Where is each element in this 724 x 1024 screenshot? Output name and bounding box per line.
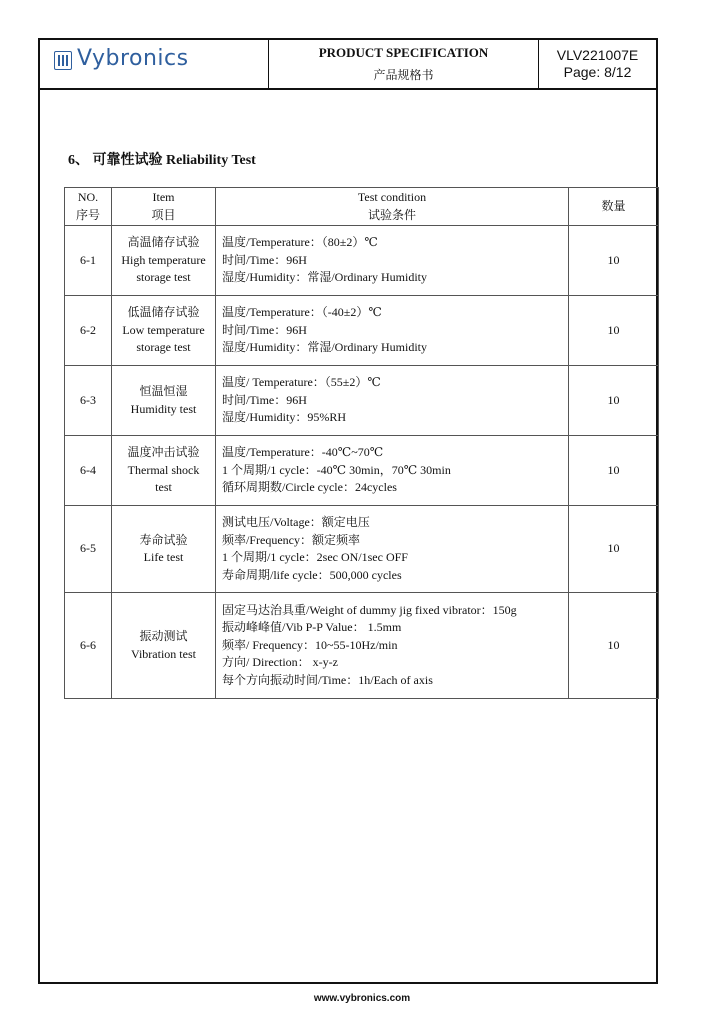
condition-line: 测试电压/Voltage：额定电压 bbox=[222, 515, 370, 529]
row-quantity: 10 bbox=[569, 436, 659, 506]
condition-line: 湿度/Humidity：95%RH bbox=[222, 410, 347, 425]
condition-line: 方向/ Direction： x-y-z bbox=[222, 655, 338, 670]
footer-website: www.vybronics.com bbox=[313, 993, 411, 1004]
row-no: 6-5 bbox=[65, 506, 112, 593]
vybronics-logo-icon bbox=[54, 51, 72, 70]
item-line: 温度冲击试验 bbox=[127, 445, 200, 460]
condition-line: 温度/Temperature：（-40±2）℃ bbox=[222, 305, 382, 320]
row-no: 6-6 bbox=[65, 593, 112, 699]
row-no: 6-3 bbox=[65, 366, 112, 436]
row-item bbox=[112, 593, 216, 699]
row-conditions bbox=[216, 436, 569, 506]
item-line: storage test bbox=[136, 340, 191, 355]
row-conditions bbox=[216, 506, 569, 593]
header-no-en: NO. bbox=[77, 190, 99, 204]
condition-line: 频率/Frequency：额定频率 bbox=[222, 532, 360, 547]
condition-line: 时间/Time：96H bbox=[222, 322, 307, 337]
doc-info-cell bbox=[539, 40, 656, 88]
item-line: Vibration test bbox=[131, 646, 196, 661]
item-line: Life test bbox=[143, 550, 184, 564]
row-item bbox=[112, 436, 216, 506]
row-conditions bbox=[216, 296, 569, 366]
condition-line: 时间/Time：96H bbox=[222, 392, 307, 407]
row-quantity: 10 bbox=[569, 296, 659, 366]
item-line: 寿命试验 bbox=[139, 532, 188, 547]
item-line: High temperature bbox=[121, 252, 206, 267]
condition-line: 1 个周期/1 cycle：2sec ON/1sec OFF bbox=[222, 550, 408, 564]
spec-title-en: PRODUCT SPECIFICATION bbox=[318, 45, 489, 60]
item-line: 振动测试 bbox=[139, 629, 188, 643]
condition-line: 温度/ Temperature：（55±2）℃ bbox=[222, 375, 381, 390]
section-title: 6、 可靠性试验 Reliability Test bbox=[68, 153, 256, 168]
header-condition-en: Test condition bbox=[357, 190, 427, 204]
row-quantity: 10 bbox=[569, 506, 659, 593]
row-quantity: 10 bbox=[569, 366, 659, 436]
row-item bbox=[112, 296, 216, 366]
condition-line: 时间/Time：96H bbox=[222, 252, 307, 267]
item-line: Low temperature bbox=[122, 322, 205, 337]
condition-line: 固定马达治具重/Weight of dummy jig fixed vibrator：150g bbox=[222, 602, 517, 617]
spec-title-cn: 产品规格书 bbox=[373, 68, 434, 82]
header-quantity: 数量 bbox=[569, 188, 659, 226]
item-line: test bbox=[155, 480, 172, 495]
row-quantity: 10 bbox=[569, 226, 659, 296]
header-no-cn: 序号 bbox=[75, 207, 100, 222]
header-item bbox=[112, 188, 216, 226]
table-row bbox=[65, 366, 659, 436]
spec-title-cell bbox=[269, 40, 539, 88]
item-line: storage test bbox=[136, 270, 191, 285]
condition-line: 寿命周期/life cycle：500,000 cycles bbox=[222, 567, 402, 582]
table-row bbox=[65, 506, 659, 593]
condition-line: 循环周期数/Circle cycle：24cycles bbox=[222, 480, 397, 495]
row-no: 6-1 bbox=[65, 226, 112, 296]
row-no: 6-2 bbox=[65, 296, 112, 366]
item-line: 恒温恒湿 bbox=[139, 384, 188, 398]
page-header bbox=[40, 40, 656, 90]
condition-line: 频率/ Frequency：10~55-10Hz/min bbox=[222, 637, 398, 652]
item-line: 低温储存试验 bbox=[127, 305, 200, 320]
condition-line: 振动峰峰值/Vib P-P Value： 1.5mm bbox=[222, 620, 402, 635]
item-line: Thermal shock bbox=[127, 462, 200, 477]
table-row bbox=[65, 593, 659, 699]
table-row bbox=[65, 226, 659, 296]
row-conditions bbox=[216, 226, 569, 296]
row-conditions bbox=[216, 593, 569, 699]
page-number: Page: 8/12 bbox=[563, 64, 632, 80]
table-row bbox=[65, 436, 659, 506]
condition-line: 1 个周期/1 cycle：-40℃ 30min，70℃ 30min bbox=[222, 462, 451, 477]
header-item-en: Item bbox=[152, 190, 175, 204]
reliability-test-table bbox=[64, 187, 659, 699]
item-line: Humidity test bbox=[130, 401, 197, 416]
condition-line: 温度/Temperature：-40℃~70℃ bbox=[222, 445, 384, 460]
header-condition bbox=[216, 188, 569, 226]
condition-line: 温度/Temperature：（80±2）℃ bbox=[222, 235, 378, 250]
table-row bbox=[65, 296, 659, 366]
doc-id: VLV221007E bbox=[556, 47, 639, 63]
header-no bbox=[65, 188, 112, 226]
header-item-cn: 项目 bbox=[151, 207, 176, 222]
row-quantity: 10 bbox=[569, 593, 659, 699]
row-item bbox=[112, 506, 216, 593]
row-conditions bbox=[216, 366, 569, 436]
row-item bbox=[112, 226, 216, 296]
table-header-row bbox=[65, 188, 659, 226]
condition-line: 湿度/Humidity：常湿/Ordinary Humidity bbox=[222, 270, 427, 285]
condition-line: 湿度/Humidity：常湿/Ordinary Humidity bbox=[222, 340, 427, 355]
row-item bbox=[112, 366, 216, 436]
item-line: 高温储存试验 bbox=[127, 235, 200, 250]
logo-text: Vybronics bbox=[77, 46, 189, 71]
logo-cell bbox=[40, 40, 269, 88]
row-no: 6-4 bbox=[65, 436, 112, 506]
header-condition-cn: 试验条件 bbox=[367, 207, 416, 222]
condition-line: 每个方向振动时间/Time：1h/Each of axis bbox=[222, 672, 433, 687]
